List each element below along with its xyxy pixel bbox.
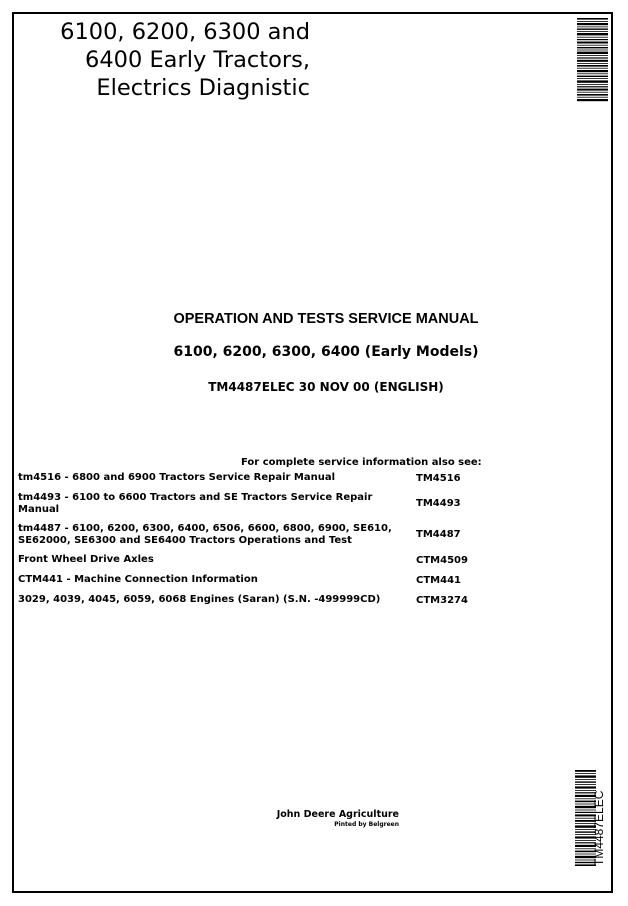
manual-type-heading: OPERATION AND TESTS SERVICE MANUAL: [173, 311, 479, 327]
reference-row: [18, 574, 478, 587]
reference-title: 3029, 4039, 4045, 6059, 6068 Engines (Saran) (S.N. -499999CD): [18, 594, 381, 605]
printer-credit: Pinted by Belgreen: [334, 821, 399, 828]
reference-code: TM4487: [416, 529, 461, 540]
reference-row: [18, 554, 478, 567]
document-title: [60, 18, 310, 102]
page-border: [12, 12, 613, 893]
reference-code: CTM441: [416, 574, 461, 586]
reference-title: Front Wheel Drive Axles: [18, 554, 154, 565]
reference-row: [18, 594, 478, 607]
spine-code: TM4487ELEC: [592, 790, 606, 866]
reference-row: [18, 492, 478, 516]
reference-title: tm4487 - 6100, 6200, 6300, 6400, 6506, 6600, 6800, 6900, SE610, SE62000, SE6300 and SE6400 Tractors Operations and Test: [18, 523, 392, 546]
manual-id: TM4487ELEC 30 NOV 00 (ENGLISH): [208, 380, 444, 394]
reference-title: tm4516 - 6800 and 6900 Tractors Service Repair Manual: [18, 472, 336, 483]
reference-list: [18, 472, 478, 607]
see-also-heading: For complete service information also see:: [241, 457, 482, 468]
reference-row: [18, 523, 478, 547]
reference-title: tm4493 - 6100 to 6600 Tractors and SE Tractors Service Repair Manual: [18, 492, 373, 515]
title-line-1: 6100, 6200, 6300 and: [60, 19, 310, 45]
title-line-3: Electrics Diagnistic: [96, 75, 310, 101]
company-name: John Deere Agriculture: [276, 809, 399, 820]
reference-code: CTM3274: [416, 594, 468, 606]
reference-code: TM4493: [416, 498, 461, 509]
reference-code: CTM4509: [416, 554, 468, 566]
models-heading: 6100, 6200, 6300, 6400 (Early Models): [173, 344, 479, 360]
reference-code: TM4516: [416, 472, 461, 484]
title-line-2: 6400 Early Tractors,: [85, 47, 310, 73]
reference-row: [18, 472, 478, 485]
barcode-top-icon: [577, 18, 608, 102]
reference-title: CTM441 - Machine Connection Information: [18, 574, 258, 585]
